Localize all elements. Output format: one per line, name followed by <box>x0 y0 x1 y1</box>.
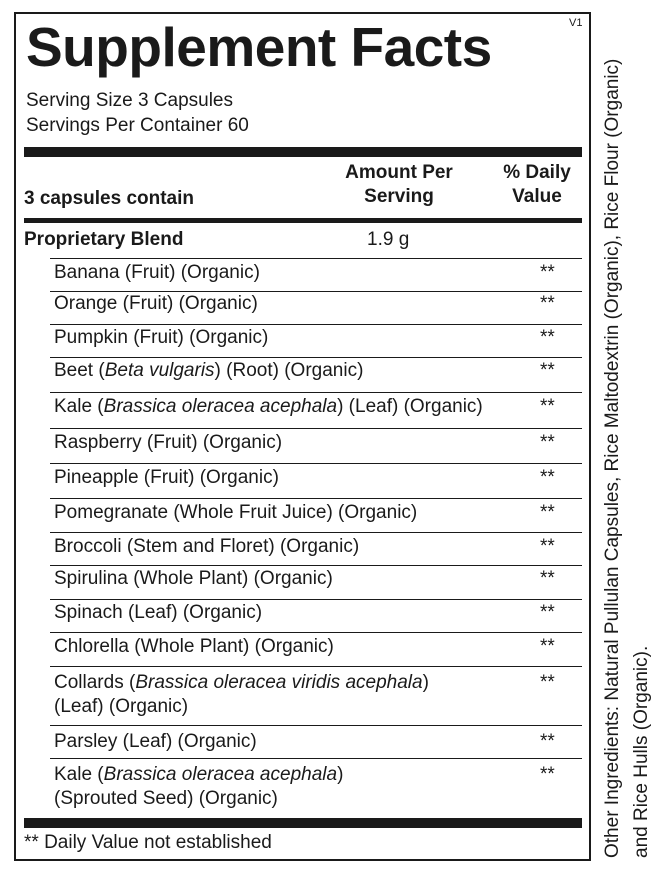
daily-value-marker: ** <box>540 432 555 453</box>
row-divider <box>50 428 582 429</box>
ingredient-name-line2: (Leaf) (Organic) <box>54 696 189 717</box>
daily-value-marker: ** <box>540 293 555 314</box>
amount-header <box>330 161 468 209</box>
ingredient-name-text: Chlorella (Whole Plant) (Organic) <box>54 636 334 657</box>
row-divider <box>50 463 582 464</box>
daily-value-marker: ** <box>540 536 555 557</box>
ingredient-name-text: Raspberry (Fruit) (Organic) <box>54 432 283 453</box>
ingredient-name <box>54 763 574 787</box>
ingredient-name <box>54 535 574 559</box>
ingredient-name-text: Beet ( <box>54 360 105 381</box>
row-divider <box>50 392 582 393</box>
daily-value-marker: ** <box>540 396 555 417</box>
daily-value-marker: ** <box>540 262 555 283</box>
daily-value-header-line1: % Daily <box>503 162 571 183</box>
ingredient-name-suffix: ) <box>422 672 429 693</box>
ingredient-name <box>54 671 574 695</box>
ingredient-row <box>54 292 574 316</box>
ingredient-row <box>54 601 574 625</box>
ingredient-name <box>54 261 574 285</box>
ingredient-name-text: Kale ( <box>54 764 104 785</box>
ingredient-row <box>54 261 574 285</box>
daily-value-marker: ** <box>540 467 555 488</box>
thick-divider-top <box>24 147 582 157</box>
ingredient-row <box>54 730 574 754</box>
row-divider <box>50 324 582 325</box>
ingredient-name-text: Collards ( <box>54 672 136 693</box>
ingredient-name <box>54 292 574 316</box>
ingredient-row <box>54 326 574 350</box>
contains-header: 3 capsules contain <box>24 188 195 209</box>
ingredient-latin-name: Beta vulgaris <box>104 360 215 381</box>
daily-value-marker: ** <box>540 327 555 348</box>
ingredient-row <box>54 395 574 419</box>
thick-divider-bottom <box>24 818 582 828</box>
ingredient-name-text: Kale ( <box>54 396 104 417</box>
ingredient-name-text: Pineapple (Fruit) (Organic) <box>54 467 279 488</box>
ingredient-name-text: Broccoli (Stem and Floret) (Organic) <box>54 536 360 557</box>
ingredient-name <box>54 730 574 754</box>
ingredient-name <box>54 635 574 659</box>
daily-value-marker: ** <box>540 502 555 523</box>
ingredient-name-text: Orange (Fruit) (Organic) <box>54 293 258 314</box>
row-divider <box>50 666 582 667</box>
row-divider <box>50 498 582 499</box>
footnote: ** Daily Value not established <box>24 832 272 853</box>
daily-value-marker: ** <box>540 602 555 623</box>
ingredient-row <box>54 635 574 659</box>
row-divider <box>50 599 582 600</box>
amount-header-line1: Amount Per <box>345 162 453 183</box>
row-divider <box>50 725 582 726</box>
proprietary-blend-name: Proprietary Blend <box>24 229 184 250</box>
ingredient-row <box>54 671 574 719</box>
ingredient-name <box>54 466 574 490</box>
daily-value-marker: ** <box>540 636 555 657</box>
ingredient-name-suffix: ) <box>337 764 344 785</box>
ingredient-name-suffix: ) (Root) (Organic) <box>214 360 364 381</box>
daily-value-marker: ** <box>540 672 555 693</box>
serving-size: Serving Size 3 Capsules <box>26 90 233 111</box>
ingredient-row <box>54 763 574 811</box>
label-title: Supplement Facts <box>26 16 492 78</box>
ingredient-name-text: Spinach (Leaf) (Organic) <box>54 602 263 623</box>
ingredient-name <box>54 359 574 383</box>
ingredient-name <box>54 326 574 350</box>
ingredient-latin-name: Brassica oleracea acephala <box>103 764 338 785</box>
ingredient-name <box>54 431 574 455</box>
ingredient-row <box>54 466 574 490</box>
other-ingredients: Other Ingredients: Natural Pullulan Capsules, Rice Maltodextrin (Organic), Rice Flour (Organic) and Rice Hulls (Organic). <box>602 58 652 858</box>
row-divider <box>50 258 582 259</box>
ingredient-name-line2: (Sprouted Seed) (Organic) <box>54 788 278 809</box>
ingredient-row <box>54 501 574 525</box>
row-divider <box>50 758 582 759</box>
ingredient-name-text: Pumpkin (Fruit) (Organic) <box>54 327 269 348</box>
daily-value-marker: ** <box>540 731 555 752</box>
ingredient-row <box>54 359 574 383</box>
daily-value-marker: ** <box>540 568 555 589</box>
daily-value-marker: ** <box>540 764 555 785</box>
row-divider <box>50 357 582 358</box>
ingredient-latin-name: Brassica oleracea acephala <box>103 396 338 417</box>
daily-value-header <box>492 161 582 209</box>
ingredient-latin-name: Brassica oleracea viridis acephala <box>135 672 423 693</box>
ingredient-name-text: Pomegranate (Whole Fruit Juice) (Organic) <box>54 502 418 523</box>
ingredient-row <box>54 567 574 591</box>
servings-per-container: Servings Per Container 60 <box>26 115 249 136</box>
daily-value-header-line2: Value <box>512 186 562 207</box>
row-divider <box>50 632 582 633</box>
ingredient-row <box>54 431 574 455</box>
version-mark: V1 <box>569 17 583 29</box>
amount-header-line2: Serving <box>364 186 434 207</box>
ingredient-name <box>54 501 574 525</box>
ingredient-name-suffix: ) (Leaf) (Organic) <box>337 396 483 417</box>
proprietary-blend-amount: 1.9 g <box>367 229 410 250</box>
ingredient-name-text: Spirulina (Whole Plant) (Organic) <box>54 568 333 589</box>
ingredient-name-text: Banana (Fruit) (Organic) <box>54 262 260 283</box>
row-divider <box>50 565 582 566</box>
ingredient-name <box>54 567 574 591</box>
ingredient-name <box>54 395 574 419</box>
ingredient-name-text: Parsley (Leaf) (Organic) <box>54 731 257 752</box>
row-divider <box>50 532 582 533</box>
ingredient-row <box>54 535 574 559</box>
daily-value-marker: ** <box>540 360 555 381</box>
thick-divider-header <box>24 218 582 223</box>
ingredient-name <box>54 601 574 625</box>
